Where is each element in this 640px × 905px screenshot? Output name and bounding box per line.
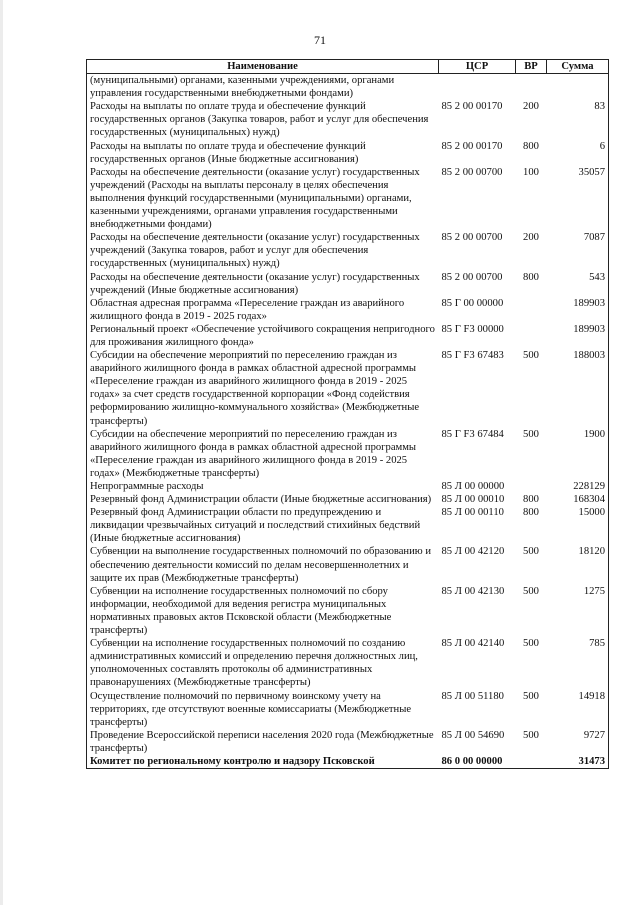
table-row: [87, 349, 609, 428]
row-vr: [516, 755, 547, 769]
row-sum: 189903: [547, 297, 609, 323]
header-sum: Сумма: [547, 60, 609, 74]
row-name: Субвенции на исполнение государственных полномочий по созданию административных комиссий и определению перечня должностных лиц, уполномоченных составлять протоколы об административных правонарушениях (Межбюджетные трансферты): [87, 637, 439, 689]
row-name: Расходы на выплаты по оплате труда и обеспечение функций государственных органов (Закупка товаров, работ и услуг для обеспечения государственных (муниципальных) нужд): [87, 100, 439, 139]
row-sum: 785: [547, 637, 609, 689]
row-csr: [439, 74, 516, 101]
table-row: [87, 506, 609, 545]
row-sum: 188003: [547, 349, 609, 428]
row-sum: 35057: [547, 166, 609, 231]
row-name: Резервный фонд Администрации области (Иные бюджетные ассигнования): [87, 493, 439, 506]
table-row: [87, 755, 609, 769]
table-row: [87, 585, 609, 637]
row-vr: 800: [523, 507, 539, 519]
row-name: Расходы на обеспечение деятельности (оказание услуг) государственных учреждений (Расходы на выплаты персоналу в целях обеспечения выполнения функций государственными (муниципальными) органами, казенными учреждениями, органами управления государственными внебюджетными фондами): [87, 166, 439, 231]
row-csr: 85 Г F3 00000: [441, 323, 504, 335]
table-row: [87, 729, 609, 755]
row-sum: 9727: [547, 729, 609, 755]
row-csr: 85 Л 00 42140: [441, 638, 505, 650]
row-sum: 6: [547, 140, 609, 166]
row-sum: 543: [547, 271, 609, 297]
row-name: Комитет по региональному контролю и надзору Псковской: [87, 755, 439, 769]
row-vr: 800: [523, 140, 539, 152]
row-name: Расходы на обеспечение деятельности (оказание услуг) государственных учреждений (Закупка товаров, работ и услуг для обеспечения государственных (муниципальных) нужд): [87, 231, 439, 270]
row-vr: [516, 297, 547, 323]
table-row: [87, 545, 609, 584]
row-name: Расходы на обеспечение деятельности (оказание услуг) государственных учреждений (Иные бюджетные ассигнования): [87, 271, 439, 297]
scan-edge: [0, 0, 3, 905]
row-csr: 85 2 00 00170: [441, 101, 503, 113]
row-vr: 500: [523, 638, 539, 650]
row-sum: 18120: [547, 545, 609, 584]
row-vr: 800: [523, 494, 539, 506]
table-row: [87, 480, 609, 493]
row-vr: [516, 323, 547, 349]
row-name: Субвенции на исполнение государственных полномочий по сбору информации, необходимой для ведения регистра муниципальных нормативных правовых актов Псковской области (Межбюджетные трансферты): [87, 585, 439, 637]
row-name: Региональный проект «Обеспечение устойчивого сокращения непригодного для проживания жилищного фонда»: [87, 323, 439, 349]
row-sum: 1275: [547, 585, 609, 637]
budget-table: [86, 59, 609, 769]
row-name: (муниципальными) органами, казенными учреждениями, органами управления государственными внебюджетными фондами): [87, 74, 439, 101]
row-csr: 85 Г F3 67484: [441, 428, 504, 440]
row-vr: [516, 480, 547, 493]
table-row: [87, 690, 609, 729]
row-name: Резервный фонд Администрации области по предупреждению и ликвидации чрезвычайных ситуаций и последствий стихийных бедствий (Иные бюджетные ассигнования): [87, 506, 439, 545]
table-row: [87, 140, 609, 166]
row-name: Непрограммные расходы: [87, 480, 439, 493]
row-vr: 500: [523, 350, 539, 362]
row-vr: 200: [523, 101, 539, 113]
row-csr: 86 0 00 00000: [439, 755, 516, 769]
row-sum: 15000: [547, 506, 609, 545]
row-name: Областная адресная программа «Переселение граждан из аварийного жилищного фонда в 2019 - 2025 годах»: [87, 297, 439, 323]
table-header-row: [87, 60, 609, 74]
row-vr: 500: [523, 690, 539, 702]
header-csr: ЦСР: [439, 60, 516, 74]
table-row: [87, 493, 609, 506]
row-sum: 31473: [547, 755, 609, 769]
row-sum: 189903: [547, 323, 609, 349]
row-sum: 168304: [547, 493, 609, 506]
row-sum: 1900: [547, 428, 609, 480]
row-csr: 85 Л 00 42130: [441, 585, 505, 597]
row-vr: 100: [523, 166, 539, 178]
row-csr: 85 Л 00 00010: [441, 494, 505, 506]
row-csr: 85 Г 00 00000: [441, 297, 504, 309]
row-sum: 14918: [547, 690, 609, 729]
row-name: Субсидии на обеспечение мероприятий по переселению граждан из аварийного жилищного фонда в рамках областной адресной программы «Переселение граждан из аварийного жилищного фонда в 2019 - 2025 годах» (Межбюджетные трансферты): [87, 428, 439, 480]
table-row: [87, 100, 609, 139]
row-sum: 83: [547, 100, 609, 139]
header-vr: ВР: [516, 60, 547, 74]
row-csr: 85 Л 00 51180: [441, 690, 504, 702]
row-csr: 85 Л 00 54690: [441, 729, 505, 741]
row-vr: 800: [523, 271, 539, 283]
row-csr: 85 Л 00 42120: [441, 546, 505, 558]
row-sum: 7087: [547, 231, 609, 270]
page-number: 71: [314, 33, 326, 47]
row-name: Субсидии на обеспечение мероприятий по переселению граждан из аварийного жилищного фонда в рамках областной адресной программы «Переселение граждан из аварийного жилищного фонда в 2019 - 2025 годах» за счет средств государственной корпорации «Фонд содействия реформированию жилищно-коммунального хозяйства» (Межбюджетные трансферты): [87, 349, 439, 428]
row-name: Расходы на выплаты по оплате труда и обеспечение функций государственных органов (Иные бюджетные ассигнования): [87, 140, 439, 166]
row-csr: 85 2 00 00700: [441, 271, 503, 283]
table-row: [87, 271, 609, 297]
row-vr: 500: [523, 546, 539, 558]
row-name: Субвенции на выполнение государственных полномочий по образованию и обеспечению деятельности комиссий по делам несовершеннолетних и защите их прав (Межбюджетные трансферты): [87, 545, 439, 584]
table-row: [87, 323, 609, 349]
row-vr: [516, 74, 547, 101]
row-name: Проведение Всероссийской переписи населения 2020 года (Межбюджетные трансферты): [87, 729, 439, 755]
row-csr: 85 Л 00 00000: [441, 481, 505, 492]
table-row: [87, 637, 609, 689]
row-csr: 85 2 00 00170: [441, 140, 503, 152]
table-row: [87, 166, 609, 231]
table-row: [87, 428, 609, 480]
row-sum: 228129: [547, 480, 609, 493]
row-vr: 200: [523, 232, 539, 244]
table-row: [87, 231, 609, 270]
row-name: Осуществление полномочий по первичному воинскому учету на территориях, где отсутствуют военные комиссариаты (Межбюджетные трансферты): [87, 690, 439, 729]
table-row: [87, 74, 609, 101]
row-csr: 85 2 00 00700: [441, 166, 503, 178]
row-vr: 500: [523, 585, 539, 597]
row-vr: 500: [523, 729, 539, 741]
row-csr: 85 2 00 00700: [441, 232, 503, 244]
header-name: Наименование: [87, 60, 439, 74]
row-vr: 500: [523, 428, 539, 440]
row-csr: 85 Л 00 00110: [441, 507, 504, 519]
row-csr: 85 Г F3 67483: [441, 350, 504, 362]
table-row: [87, 297, 609, 323]
row-sum: [547, 74, 609, 101]
